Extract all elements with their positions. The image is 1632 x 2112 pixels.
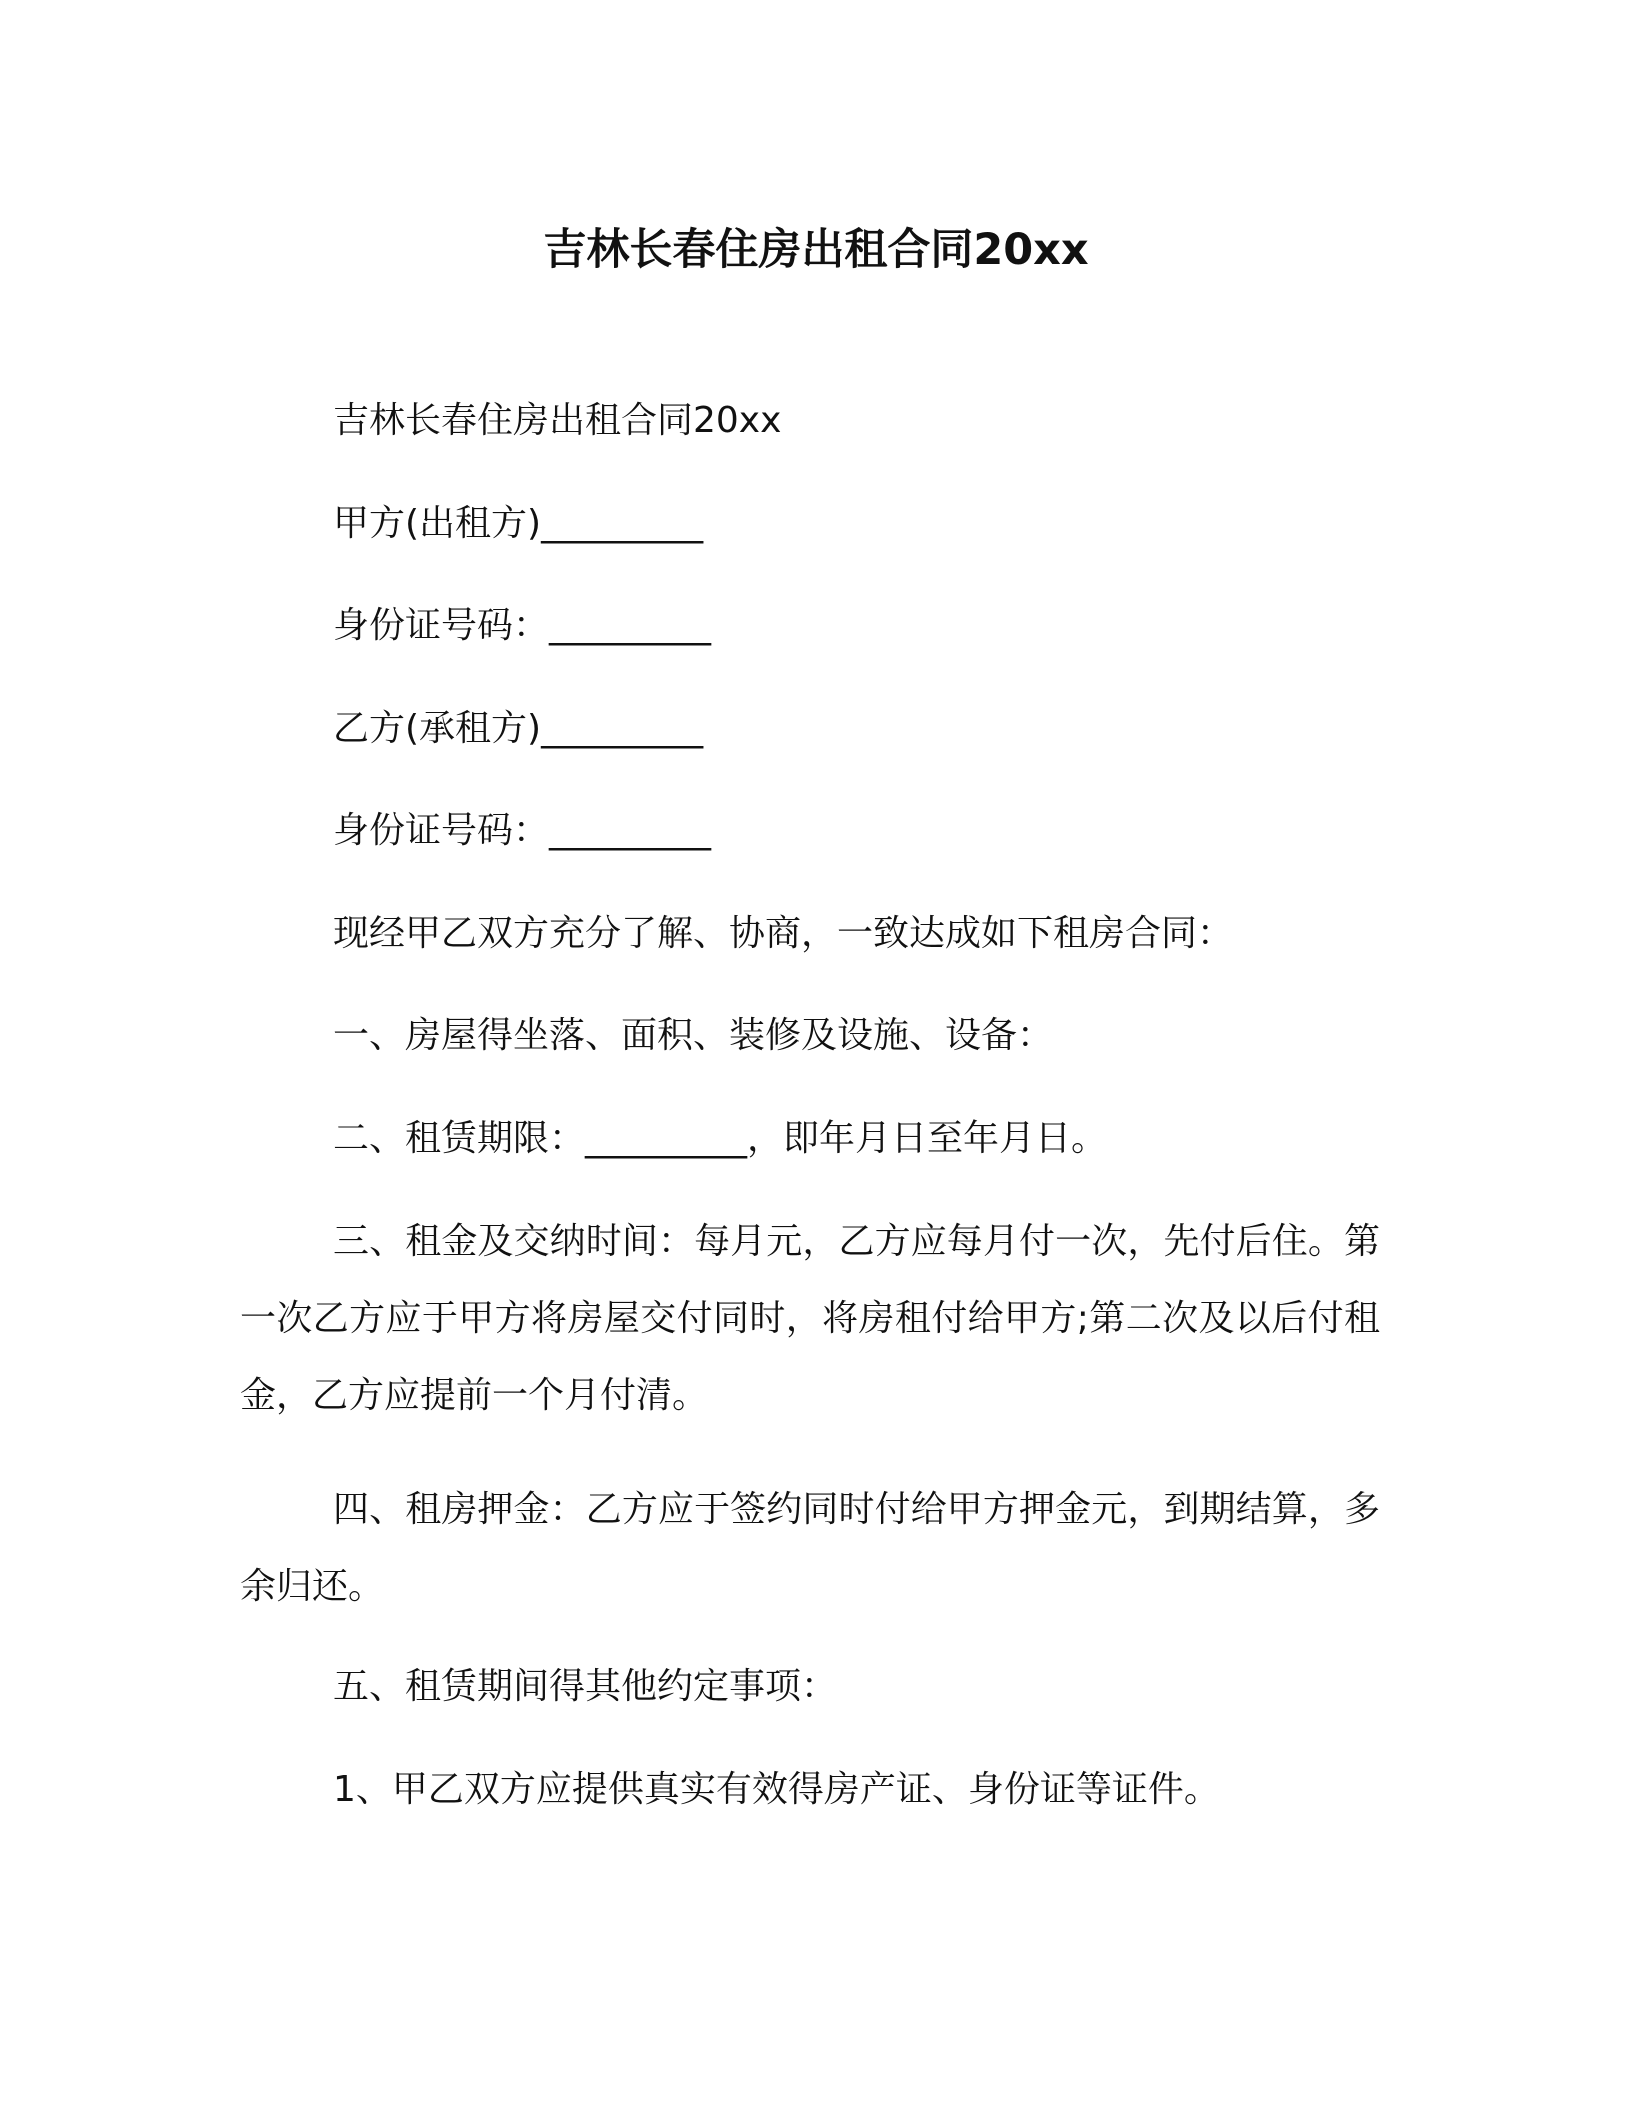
item-1-line: 1、甲乙双方应提供真实有效得房产证、身份证等证件。 <box>333 1769 1220 1810</box>
party-b-line: 乙方(承租方)_________ <box>333 708 704 749</box>
contract-name-line: 吉林长春住房出租合同20xx <box>333 400 782 441</box>
party-a-line: 甲方(出租方)_________ <box>333 503 704 544</box>
clause-5-line: 五、租赁期间得其他约定事项： <box>333 1666 838 1707</box>
clause-4-paragraph: 四、租房押金：乙方应于签约同时付给甲方押金元，到期结算，多余归还。 <box>240 1489 1380 1607</box>
clause-2-line: 二、租赁期限：_________，即年月日至年月日。 <box>333 1118 1108 1159</box>
document-title: 吉林长春住房出租合同20xx <box>543 225 1089 275</box>
party-a-id-line: 身份证号码：_________ <box>333 605 712 646</box>
clause-3-paragraph: 三、租金及交纳时间：每月元，乙方应每月付一次，先付后住。第一次乙方应于甲方将房屋交付同时，将房租付给甲方;第二次及以后付租金，乙方应提前一个月付清。 <box>240 1221 1380 1416</box>
party-b-id-line: 身份证号码：_________ <box>333 810 712 851</box>
intro-line: 现经甲乙双方充分了解、协商，一致达成如下租房合同： <box>333 913 1234 954</box>
clause-1-line: 一、房屋得坐落、面积、装修及设施、设备： <box>333 1015 1054 1056</box>
